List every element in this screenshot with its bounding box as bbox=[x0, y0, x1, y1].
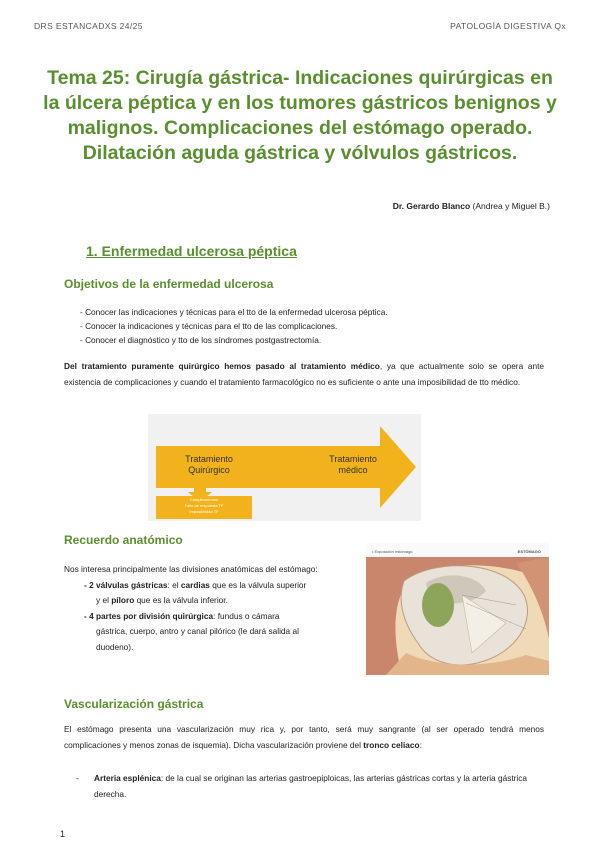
vasc-heading: Vascularización gástrica bbox=[64, 697, 204, 711]
text-span: : fundus o cámara bbox=[213, 610, 280, 621]
parts-line bbox=[64, 609, 364, 625]
recuerdo-intro: Nos interesa principalmente las divisiones anatómicas del estómago: bbox=[64, 564, 318, 574]
list-dash: - bbox=[76, 773, 79, 783]
recuerdo-heading: Recuerdo anatómico bbox=[64, 533, 183, 547]
document-title: Tema 25: Cirugía gástrica- Indicaciones quirúrgicas en la úlcera péptica y en los tumores gástricos benignos y malignos. Complicaciones del estómago operado. Dilatación aguda gástrica y vólvulos gástricos. bbox=[43, 67, 557, 164]
author bbox=[393, 201, 550, 211]
author-helpers: (Andrea y Miguel B.) bbox=[470, 201, 550, 211]
parts-line-3: duodeno). bbox=[96, 641, 134, 652]
section-heading: 1. Enfermedad ulcerosa péptica bbox=[86, 243, 297, 259]
text-span: que es la válvula superior bbox=[209, 579, 307, 590]
list-item: - Conocer la indicaciones y técnicas para el tto de las complicaciones. bbox=[80, 321, 338, 331]
list-item-text bbox=[94, 771, 544, 802]
treatment-diagram bbox=[148, 414, 421, 521]
stomach-anatomy-image bbox=[366, 543, 549, 675]
list-item: - Conocer el diagnóstico y tto de los síndromes postgastrectomía. bbox=[80, 335, 322, 345]
author-name: Dr. Gerardo Blanco bbox=[392, 201, 471, 211]
objetivos-heading: Objetivos de la enfermedad ulcerosa bbox=[64, 277, 274, 291]
diagram-label-surgical: Tratamiento Quirúrgico bbox=[185, 454, 233, 475]
piloro-term: píloro bbox=[111, 595, 135, 605]
page-number: 1 bbox=[60, 829, 66, 839]
recuerdo-text bbox=[64, 562, 364, 655]
objetivos-list bbox=[80, 305, 388, 347]
valves-bold: - 2 válvulas gástricas bbox=[84, 579, 168, 590]
image-caption-right: ESTÓMAGO bbox=[517, 549, 541, 554]
text-span: y el bbox=[96, 595, 112, 605]
tronco-celiaco: tronco celiaco bbox=[363, 739, 420, 750]
valves-line-2 bbox=[64, 593, 364, 609]
intro-paragraph bbox=[64, 359, 544, 390]
intro-rest: , ya que actualmente solo se opera ante existencia de complicaciones y cuando el tratamiento farmacológico no es suficiente o ante una imposibilidad de tto médico. bbox=[64, 361, 545, 387]
cardias-term: cardias bbox=[180, 579, 210, 590]
vasc-paragraph bbox=[64, 722, 544, 753]
stomach-illustration bbox=[366, 543, 549, 675]
header-right: PATOLOGÍA DIGESTIVA Qx bbox=[450, 21, 566, 31]
arteria-esplenica: Arteria esplénica bbox=[94, 773, 161, 783]
list-item: - Conocer las indicaciones y técnicas para el tto de la enfermedad ulcerosa péptica. bbox=[80, 307, 388, 317]
header-left: DRS ESTANCADXS 24/25 bbox=[34, 21, 143, 31]
text-span: : el bbox=[167, 579, 181, 590]
valves-line bbox=[64, 578, 364, 594]
image-caption-left: • Exposición estómago bbox=[372, 549, 413, 554]
diagram-label-medical: Tratamiento médico bbox=[329, 454, 377, 475]
diagram-complications-text: Complicaciones Fallo de respuesta TF Imposibilidad TF bbox=[184, 497, 224, 514]
intro-bold: Del tratamiento puramente quirúrgico hemos pasado al tratamiento médico bbox=[64, 361, 380, 371]
parts-bold: - 4 partes por división quirúrgica bbox=[84, 610, 214, 621]
text-span: : de la cual se originan las arterias gastroepiploicas, las arterias gástricas cortas y la arteria gástrica derecha. bbox=[94, 773, 528, 799]
text-span: : bbox=[419, 739, 422, 750]
text-span: que es la válvula inferior. bbox=[134, 595, 228, 605]
parts-line-2: gástrica, cuerpo, antro y canal pilórico (le dará salida al bbox=[96, 626, 299, 636]
vasc-text: El estómago presenta una vascularización muy rica y, por tanto, será muy sangrante (al ser operado tendrá menos complicaciones y menos zonas de isquemia). Dicha vascularización proviene del bbox=[64, 724, 544, 750]
